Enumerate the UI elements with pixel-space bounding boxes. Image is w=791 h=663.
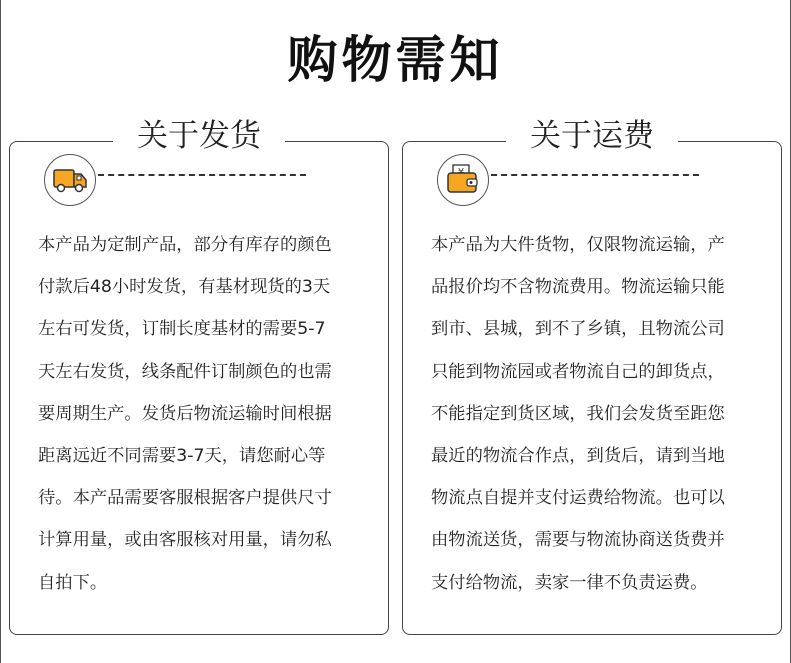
freight-divider bbox=[491, 174, 699, 176]
shipping-divider bbox=[98, 174, 306, 176]
page-border-left bbox=[0, 0, 1, 663]
freight-card-title-text: 关于运费 bbox=[506, 118, 678, 154]
freight-card-body: 本产品为大件货物，仅限物流运输，产 品报价均不含物流费用。物流运输只能 到市、县城，到不了乡镇，且物流公司 只能到物流园或者物流自己的卸货点， 不能指定到货区域，我们会发货至距您 最近的物流合作点，到货后，请到当地 物流点自提并支付运费给物流。也可以 由物流送货，需要与物流协商送货费并 支付给物流，卖家一律不负责运费。 bbox=[431, 235, 725, 593]
wallet-yen-icon bbox=[437, 154, 489, 206]
shipping-card-title-text: 关于发货 bbox=[113, 118, 285, 154]
freight-card-title bbox=[403, 116, 781, 156]
freight-info-card bbox=[402, 118, 782, 635]
page-title: 购物需知 bbox=[287, 31, 504, 89]
shipping-info-card bbox=[9, 118, 389, 635]
delivery-truck-icon bbox=[44, 154, 96, 206]
shipping-card-body: 本产品为定制产品，部分有库存的颜色 付款后48小时发货，有基材现货的3天 左右可发货，订制长度基材的需要5-7 天左右发货，线条配件订制颜色的也需 要周期生产。发货后物流运输时间根据 距离远近不同需要3-7天，请您耐心等 待。本产品需要客服根据客户提供尺寸 计算用量，或由客服核对用量，请勿私 自拍下。 bbox=[38, 235, 332, 593]
shipping-card-title bbox=[10, 116, 388, 156]
